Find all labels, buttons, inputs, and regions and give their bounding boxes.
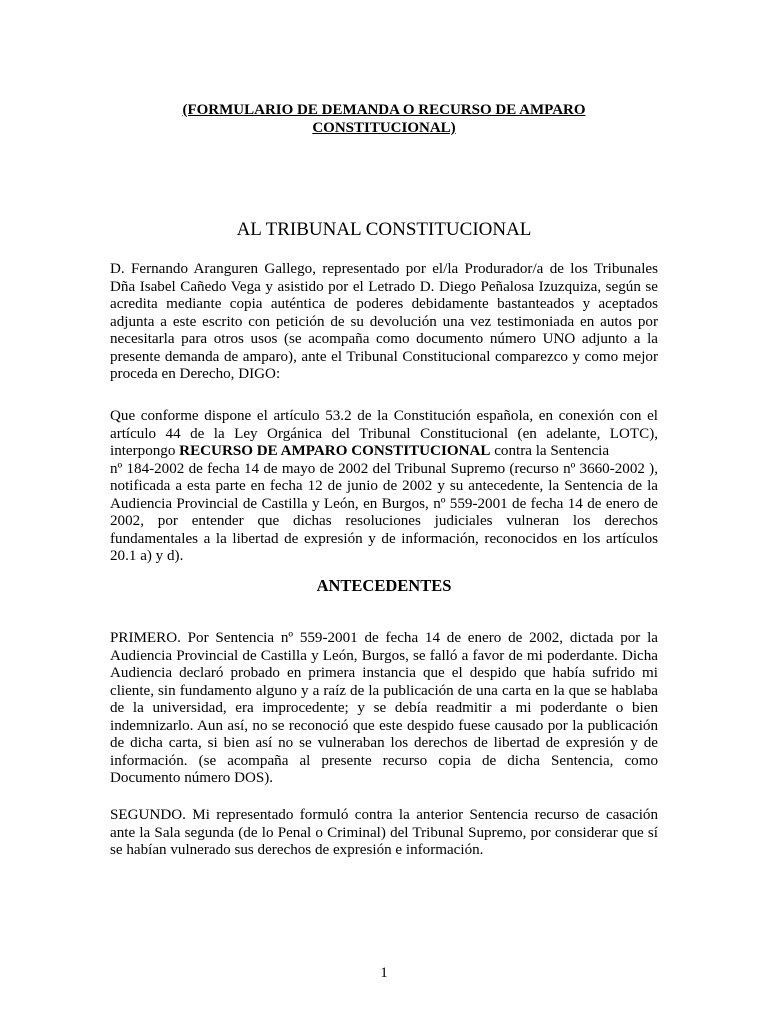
claim-paragraph bbox=[110, 408, 658, 566]
document-title bbox=[110, 101, 658, 137]
document-title-line-2: CONSTITUCIONAL) bbox=[312, 120, 456, 136]
court-heading: AL TRIBUNAL CONSTITUCIONAL bbox=[236, 219, 532, 240]
claim-text-part-2: contra la Sentencia bbox=[490, 443, 610, 459]
claim-text-bold: RECURSO DE AMPARO CONSTITUCIONAL bbox=[179, 443, 491, 459]
document-title-line-1: (FORMULARIO DE DEMANDA O RECURSO DE AMPARO bbox=[182, 102, 586, 118]
intro-paragraph: D. Fernando Aranguren Gallego, representado por el/la Produrador/a de los Tribunales Dña Isabel Cañedo Vega y asistido por el Letrado D. Diego Peñalosa Izuzquiza, según se acredita mediante copia auténtica de poderes debidamente bastanteados y aceptados adjunta a este escrito con petición de su devolución una vez testimoniada en autos por necesitarla para otros usos (se acompaña como documento número UNO adjunto a la presente demanda de amparo), ante el Tribunal Constitucional comparezco y como mejor proceda en Derecho, DIGO: bbox=[110, 261, 658, 382]
claim-text-part-1: Que conforme dispone el artículo 53.2 de la Constitución española, en conexión con el artículo 44 de la Ley Orgánica del Tribunal Constitucional (en adelante, LOTC), interpongo bbox=[110, 408, 658, 459]
segundo-paragraph: SEGUNDO. Mi representado formuló contra la anterior Sentencia recurso de casación ante la Sala segunda (de lo Penal o Criminal) del Tribunal Supremo, por considerar que sí se habían vulnerado sus derechos de expresión e información. bbox=[110, 807, 658, 858]
section-heading-antecedentes: ANTECEDENTES bbox=[316, 576, 452, 595]
page-number: 1 bbox=[380, 965, 388, 981]
primero-paragraph: PRIMERO. Por Sentencia nº 559-2001 de fecha 14 de enero de 2002, dictada por la Audiencia Provincial de Castilla y León, Burgos, se falló a favor de mi poderdante. Dicha Audiencia declaró probado en primera instancia que el despido que había sufrido mi cliente, sin fundamento alguno y a raíz de la publicación de una carta en la que se hablaba de la universidad, era improcedente; y se debía readmitir a mi poderdante o bien indemnizarlo. Aun así, no se reconoció que este despido fuese causado por la publicación de dicha carta, si bien así no se vulneraban los derechos de libertad de expresión y de información. (se acompaña al presente recurso copia de dicha Sentencia, como Documento número DOS). bbox=[110, 630, 658, 786]
claim-text-part-3: nº 184-2002 de fecha 14 de mayo de 2002 del Tribunal Supremo (recurso nº 3660-2002 ), notificada a esta parte en fecha 12 de junio de 2002 y su antecedente, la Sentencia de la Audiencia Provincial de Castilla y León, en Burgos, nº 559-2001 de fecha 14 de enero de 2002, por entender que dichas resoluciones judiciales vulneran los derechos fundamentales a la libertad de expresión y de información, reconocidos en los artículos 20.1 a) y d). bbox=[110, 460, 658, 564]
